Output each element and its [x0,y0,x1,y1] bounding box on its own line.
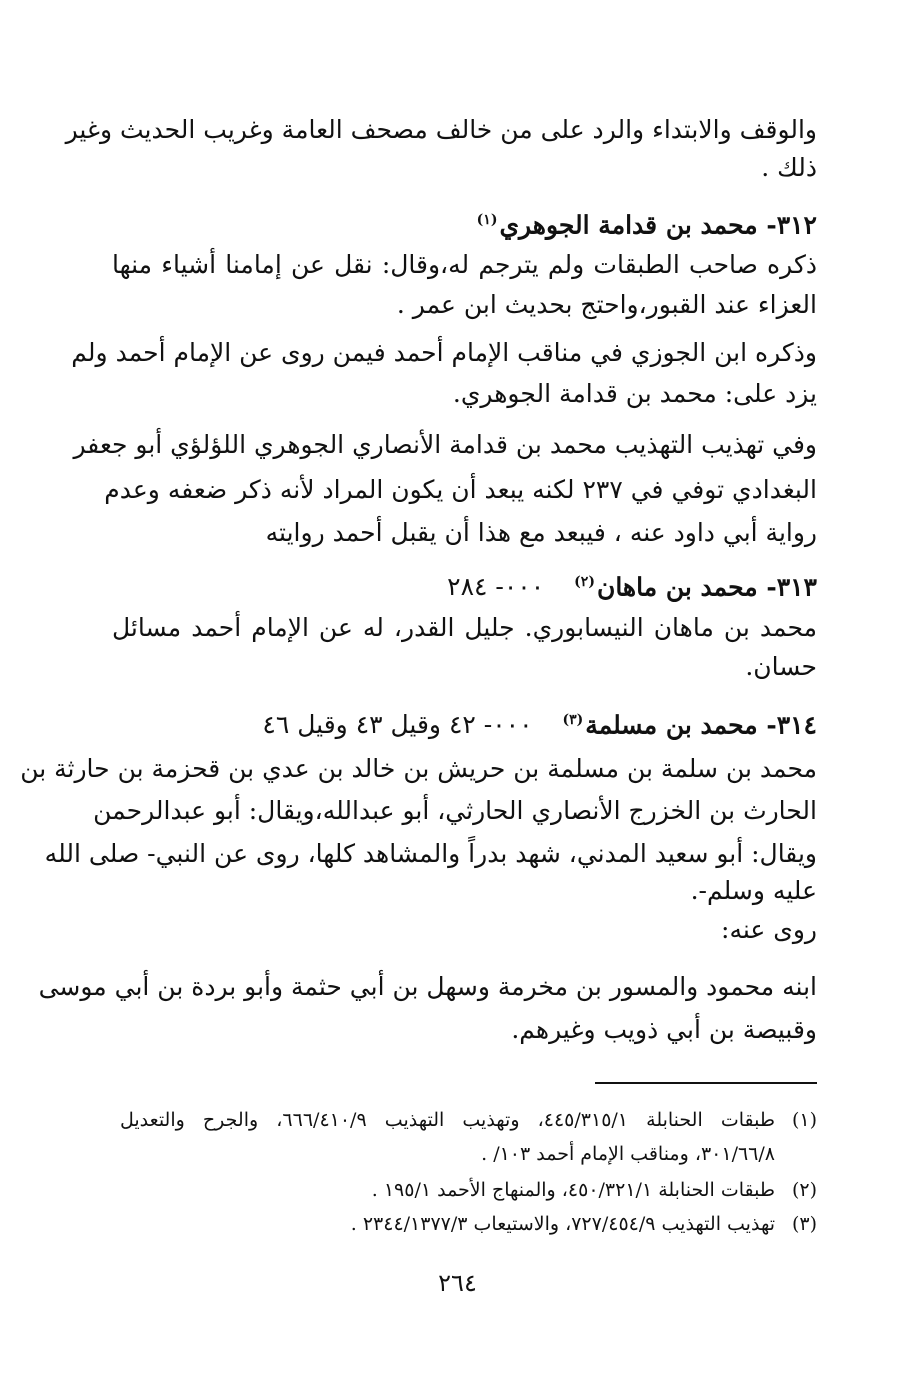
entry-dates: ٠٠٠- ٢٨٤ [447,572,545,602]
entry-heading-314 [262,703,817,742]
body-line: عليه وسلم-. [690,876,817,905]
body-line: وذكره ابن الجوزي في مناقب الإمام أحمد فيمن روى عن الإمام أحمد ولم [71,338,817,367]
body-line: الحارث بن الخزرج الأنصاري الحارثي، أبو عبدالله،ويقال: أبو عبدالرحمن [93,796,817,825]
footnote-number: (١) [791,1109,818,1131]
footnote-number: (٢) [791,1179,817,1201]
body-line: رواية أبي داود عنه ، فيبعد مع هذا أن يقبل أحمد روايته [265,518,817,547]
footnote-ref: (١) [476,212,498,228]
body-line: ويقال: أبو سعيد المدني، شهد بدراً والمشاهد كلها، روى عن النبي- صلى الله [44,839,817,868]
body-line: البغدادي توفي في ٢٣٧ لكنه يبعد أن يكون المراد لأنه ذكر ضعفه وعدم [104,475,817,504]
body-line: وفي تهذيب التهذيب محمد بن قدامة الأنصاري الجوهري اللؤلؤي أبو جعفر [73,430,817,459]
footnote-text: طبقات الحنابلة ٤٥٠/٣٢١/١، والمنهاج الأحمد ١٩٥/١ . [371,1179,775,1201]
body-line: ابنه محمود والمسور بن مخرمة وسهل بن أبي حثمة وأبو بردة بن أبي موسى [38,972,817,1001]
body-line: محمد بن ماهان النيسابوري. جليل القدر، له عن الإمام أحمد مسائل [112,613,817,642]
entry-title: ٣١٤- محمد بن مسلمة [585,710,817,740]
entry-heading-312 [477,203,817,242]
body-line: يزد على: محمد بن قدامة الجوهري. [452,379,817,408]
footnote-3 [351,1210,817,1238]
footnote-1-continued: ٣٠١/٦٦/٨، ومناقب الإمام أحمد ١٠٣/ . [481,1143,775,1165]
body-line: والوقف والابتداء والرد على من خالف مصحف العامة وغريب الحديث وغير [65,115,817,144]
footnote-text: تهذيب التهذيب ٧٢٧/٤٥٤/٩، والاستيعاب ٢٣٤٤/١٣٧٧/٣ . [350,1213,775,1235]
footnote-number: (٣) [791,1213,817,1235]
body-line: ذكره صاحب الطبقات ولم يترجم له،وقال: نقل عن إمامنا أشياء منها [112,250,817,279]
body-line: ذلك . [761,153,817,182]
page-number: ٢٦٤ [438,1269,477,1297]
entry-title: ٣١٢- محمد بن قدامة الجوهري [499,210,817,240]
body-line: العزاء عند القبور،واحتج بحديث ابن عمر . [396,290,817,319]
body-line: روى عنه: [721,915,817,944]
body-line: حسان. [745,652,817,681]
footnote-separator [595,1082,817,1084]
entry-heading-313 [447,565,817,604]
footnote-2 [372,1176,817,1204]
entry-title: ٣١٣- محمد بن ماهان [596,572,817,602]
body-line: محمد بن سلمة بن مسلمة بن حريش بن خالد بن عدي بن قحزمة بن حارثة بن [20,754,817,783]
body-line: وقبيصة بن أبي ذويب وغيرهم. [511,1015,817,1044]
footnote-ref: (٢) [574,574,595,590]
footnote-ref: (٣) [562,712,584,728]
footnote-1 [120,1106,817,1134]
footnote-text: طبقات الحنابلة ٤٤٥/٣١٥/١، وتهذيب التهذيب ٦٦٦/٤١٠/٩، والجرح والتعديل [120,1109,776,1131]
entry-dates: ٠٠٠- ٤٢ وقيل ٤٣ وقيل ٤٦ [262,710,533,740]
